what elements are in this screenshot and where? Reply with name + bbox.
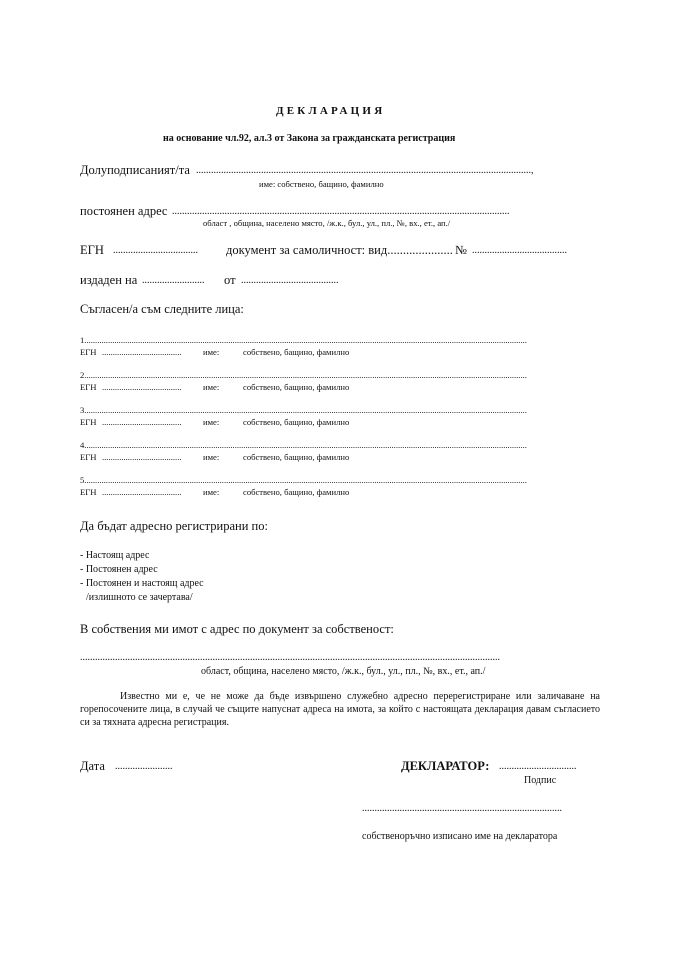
persons-intro: Съгласен/а съм следните лица:: [80, 302, 244, 316]
declarant-name-label: Долуподписаният/та: [80, 163, 190, 177]
issued-from-label: от: [224, 273, 236, 287]
document-title: ДЕКЛАРАЦИЯ: [276, 105, 386, 117]
property-address-field[interactable]: ........................................................................................................................................................................: [80, 652, 500, 663]
person-egn-label: ЕГН: [80, 487, 97, 497]
person-row: [80, 400, 527, 418]
person-name-hint: собствено, бащино, фамилно: [243, 487, 350, 497]
person-line[interactable]: .............................................................................................................................................................................................................: [86, 475, 527, 485]
egn-label: ЕГН: [80, 243, 104, 257]
person-row: [80, 365, 527, 383]
person-egn-label: ЕГН: [80, 417, 97, 427]
issued-date-field[interactable]: .........................: [142, 275, 205, 286]
person-number: 2.: [80, 370, 87, 380]
id-number-field[interactable]: ......................................: [472, 245, 567, 256]
person-egn-field[interactable]: .....................................: [102, 347, 182, 357]
person-number: 1.: [80, 335, 87, 345]
person-number: 3.: [80, 405, 87, 415]
person-number: 4.: [80, 440, 87, 450]
signature-label: Подпис: [524, 775, 557, 786]
id-number-label: №: [455, 243, 467, 257]
declarant-name-hint: име: собствено, бащино, фамилно: [259, 179, 384, 189]
document-subtitle: на основание чл.92, ал.3 от Закона за гражданската регистрация: [163, 133, 456, 144]
person-row: [80, 435, 527, 453]
handwritten-name-label: собственоръчно изписано име на декларатора: [362, 831, 558, 842]
person-name-hint: собствено, бащино, фамилно: [243, 417, 350, 427]
statement-paragraph: Известно ми е, че не може да бъде извършено служебно адресно перерегистриране или заличаване на горепосочените лица, в случай че същите напуснат адреса на имота, за който с настоящата декларация давам съгласието си за тяхната адресна регистрация.: [80, 691, 600, 728]
person-name-label: име:: [203, 382, 220, 392]
address-label: постоянен адрес: [80, 204, 168, 218]
person-line[interactable]: .............................................................................................................................................................................................................: [86, 440, 527, 450]
person-name-label: име:: [203, 417, 220, 427]
person-number: 5.: [80, 475, 87, 485]
person-line[interactable]: .............................................................................................................................................................................................................: [86, 405, 527, 415]
person-egn-label: ЕГН: [80, 382, 97, 392]
address-hint: област , община, населено място, /ж.к., бул., ул., пл., №, вх., ет., ап./: [203, 218, 451, 228]
declarator-label: ДЕКЛАРАТОР:: [401, 759, 490, 773]
signature-field[interactable]: ...............................: [499, 761, 577, 772]
issued-from-field[interactable]: .......................................: [241, 275, 339, 286]
registration-intro: Да бъдат адресно регистрирани по:: [80, 519, 268, 533]
egn-field[interactable]: ..................................: [113, 245, 198, 256]
registration-option-current[interactable]: - Настоящ адрес: [80, 550, 150, 561]
person-name-label: име:: [203, 452, 220, 462]
person-name-label: име:: [203, 347, 220, 357]
person-line[interactable]: .............................................................................................................................................................................................................: [86, 370, 527, 380]
declarant-name-field[interactable]: ......................................................................................................................................,: [196, 165, 534, 176]
id-document-label[interactable]: документ за самоличност: вид.....................: [226, 243, 453, 257]
registration-option-both[interactable]: - Постоянен и настоящ адрес: [80, 578, 204, 589]
person-name-hint: собствено, бащино, фамилно: [243, 347, 350, 357]
person-row: [80, 330, 527, 348]
person-egn-field[interactable]: .....................................: [102, 452, 182, 462]
registration-option-permanent[interactable]: - Постоянен адрес: [80, 564, 158, 575]
person-line[interactable]: .............................................................................................................................................................................................................: [86, 335, 527, 345]
person-egn-field[interactable]: .....................................: [102, 382, 182, 392]
property-address-hint: област, община, населено място, /ж.к., бул., ул., пл., №, вх., ет., ап./: [201, 666, 486, 677]
person-name-hint: собствено, бащино, фамилно: [243, 382, 350, 392]
issued-label: издаден на: [80, 273, 138, 287]
date-field[interactable]: .......................: [115, 761, 173, 772]
person-egn-field[interactable]: .....................................: [102, 487, 182, 497]
person-name-label: име:: [203, 487, 220, 497]
address-field[interactable]: .......................................................................................................................................: [172, 206, 510, 217]
person-row: [80, 470, 527, 488]
handwritten-name-field[interactable]: ................................................................................: [362, 803, 562, 814]
registration-note: /излишното се зачертава/: [86, 592, 193, 603]
person-name-hint: собствено, бащино, фамилно: [243, 452, 350, 462]
person-egn-field[interactable]: .....................................: [102, 417, 182, 427]
person-egn-label: ЕГН: [80, 347, 97, 357]
person-egn-label: ЕГН: [80, 452, 97, 462]
property-intro: В собствения ми имот с адрес по документ за собственост:: [80, 622, 394, 636]
date-label: Дата: [80, 759, 105, 773]
